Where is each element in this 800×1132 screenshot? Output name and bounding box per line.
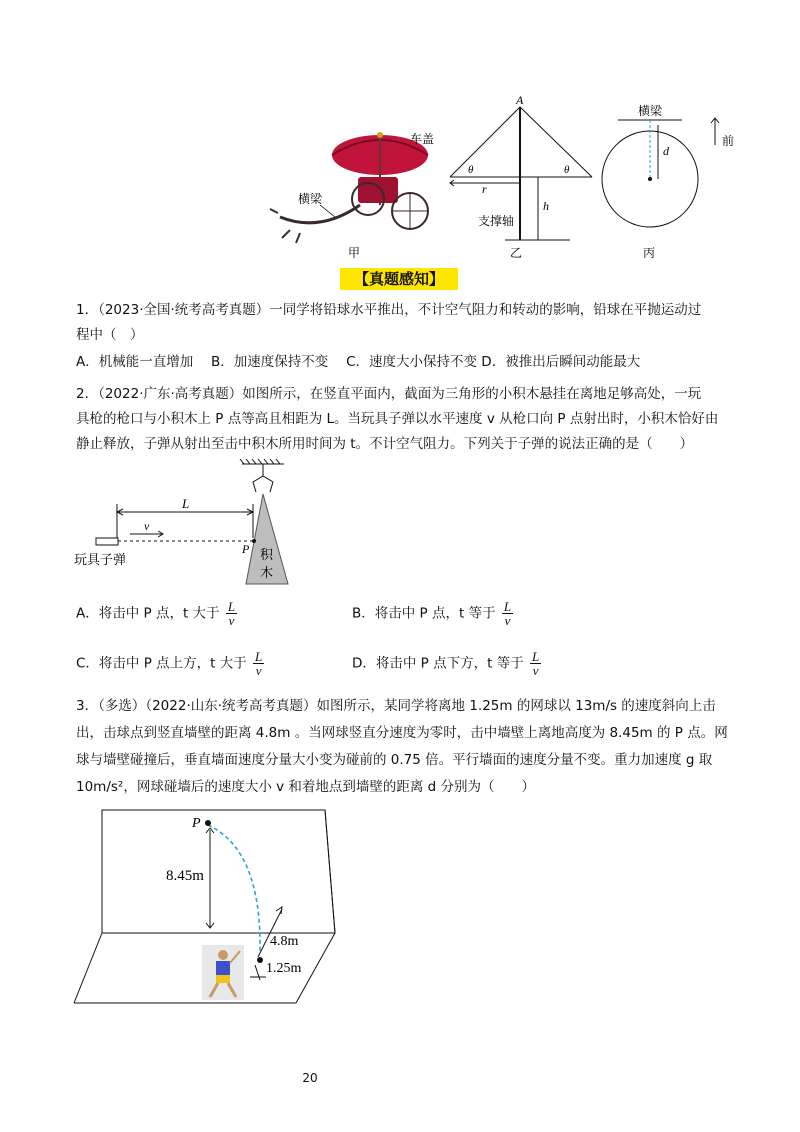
label-r: r: [482, 182, 487, 196]
q1-options: A．机械能一直增加 B．加速度保持不变 C．速度大小保持不变 D．被推出后瞬间动能最大: [76, 354, 641, 370]
q2-line1: 2．（2022·广东·高考真题）如图所示，在竖直平面内，截面为三角形的小积木悬挂在离地足够高处，一玩: [76, 386, 702, 402]
page-number: 20: [302, 1071, 318, 1085]
q3-line3: 球与墙壁碰撞后，垂直墙面速度分量大小变为碰前的 0.75 倍。平行墙面的速度分量不变。重力加速度 g 取: [76, 752, 713, 768]
section-heading: 【真题感知】: [340, 268, 458, 290]
fraction-l-over-v: $\frac{L}{v}$: [503, 599, 512, 628]
fraction-l-over-v: $\frac{L}{v}$: [255, 649, 263, 678]
q2-option-d: [352, 650, 541, 677]
fraction-l-over-v: $\frac{L}{v}$: [532, 649, 540, 678]
label-theta-left: θ: [468, 164, 474, 176]
tennis-player-illustration: [202, 945, 244, 1000]
q2-label-block1: 积: [260, 547, 274, 562]
q3-figure: [70, 805, 360, 1010]
circle-diagram: [602, 118, 719, 227]
label-canopy: 车盖: [410, 132, 435, 146]
q2-figure: [70, 458, 310, 588]
question-3: [76, 696, 740, 797]
q3-line2: 出，击球点到竖直墙壁的距离 4.8m 。当网球竖直分速度为零时，击中墙壁上离地高度为 8.45m 的 P 点。网: [76, 725, 728, 741]
fraction-l-over-v: $\frac{L}{v}$: [227, 599, 236, 628]
q2-line2: 具枪的枪口与小积木上 P 点等高且相距为 L。当玩具子弹以水平速度 v 从枪口向 P 点射出时，小积木恰好由: [76, 411, 719, 427]
label-jia: 甲: [348, 246, 361, 260]
q2-option-b-text: B．将击中 P 点，t 等于: [352, 605, 496, 622]
label-bing: 丙: [643, 246, 656, 260]
q2-option-a-text: A．将击中 P 点，t 大于: [76, 605, 220, 622]
q3-line1: 3．（多选）（2022·山东·统考高考真题）如图所示，某同学将离地 1.25m 的网球以 13m/s 的速度斜向上击: [76, 698, 716, 714]
q3-label-distance: 4.8m: [270, 934, 299, 949]
q3-line4: 10m/s²，网球碰墙后的速度大小 v 和着地点到墙壁的距离 d 分别为（ ）: [76, 779, 536, 795]
q2-option-d-text: D．将击中 P 点下方，t 等于: [352, 655, 524, 672]
q2-option-b: [352, 600, 513, 627]
q3-label-height-hit: 1.25m: [266, 961, 302, 976]
label-beam: 横梁: [298, 192, 323, 206]
label-d: d: [663, 144, 669, 158]
q2-label-p: P: [242, 542, 250, 556]
question-2: [76, 384, 736, 454]
label-a: A: [516, 95, 524, 107]
q2-line3: 静止释放，子弹从射出至击中积木所用时间为 t。不计空气阻力。下列关于子弹的说法正确的是（ ）: [76, 436, 694, 452]
q2-label-l: L: [182, 496, 190, 511]
q2-label-v: v: [144, 519, 150, 533]
top-figure: [260, 95, 750, 265]
q2-label-block2: 木: [260, 565, 274, 580]
label-axis: 支撑轴: [478, 214, 515, 228]
q3-label-p: P: [192, 816, 201, 831]
q1-line2: 程中（ ）: [76, 327, 144, 343]
label-front: 前: [722, 134, 735, 148]
label-beam2: 横梁: [638, 104, 663, 118]
label-yi: 乙: [510, 246, 523, 260]
q2-option-a: [76, 600, 237, 627]
rickshaw-illustration: [270, 132, 428, 243]
label-theta-right: θ: [564, 164, 570, 176]
question-1: [76, 300, 736, 372]
q3-label-height-p: 8.45m: [166, 868, 204, 884]
label-h: h: [543, 199, 549, 213]
q2-option-c: [76, 650, 264, 677]
q2-label-bullet: 玩具子弹: [74, 552, 127, 567]
q2-option-c-text: C．将击中 P 点上方，t 大于: [76, 655, 247, 672]
q1-line1: 1．（2023·全国·统考高考真题）一同学将铅球水平推出，不计空气阻力和转动的影响，铅球在平抛运动过: [76, 302, 702, 318]
